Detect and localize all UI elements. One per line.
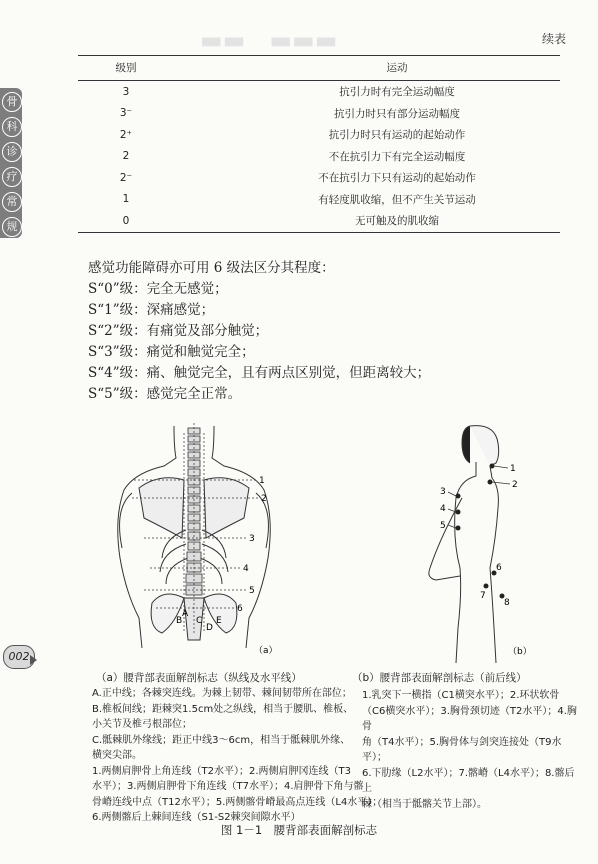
column-header-motion: 运动 xyxy=(174,56,560,81)
show-through-text: ▬▬ ▬▬▬ xyxy=(200,26,338,54)
panel-a-tag: （a） xyxy=(254,646,278,656)
motion-cell: 不在抗引力下只有运动的起始动作 xyxy=(318,172,476,185)
table-row xyxy=(78,167,560,189)
sensory-level: S“4”级：痛、触觉完全，且有两点区别觉，但距离较大； xyxy=(88,365,431,381)
table-header-row xyxy=(78,56,560,81)
side-mark-3: 3 xyxy=(440,487,446,497)
back-label-c: C xyxy=(196,616,203,626)
side-mark-4: 4 xyxy=(440,504,446,514)
side-tab-char: 常 xyxy=(2,192,22,212)
panel-b-tag: （b） xyxy=(508,647,532,657)
legend-b-line: 角（T4水平）；5.胸骨体与剑突连接处（T9水平）； xyxy=(362,736,562,763)
back-label-d: D xyxy=(206,623,213,633)
table-row xyxy=(78,124,560,146)
motion-cell: 抗引力时有完全运动幅度 xyxy=(339,86,455,99)
motion-cell: 无可触及的肌收缩 xyxy=(174,210,560,232)
legend-a-line: 小关节及椎弓根部位； xyxy=(92,719,192,730)
legend-a-line: A.正中线；各棘突连线。为棘上韧带、棘间韧带所在部位； xyxy=(92,688,352,699)
motion-cell: 不在抗引力下有完全运动幅度 xyxy=(328,150,466,163)
side-tab-char: 骨 xyxy=(2,92,22,112)
column-header-grade: 级别 xyxy=(78,56,174,81)
back-level-1: 1 xyxy=(259,476,265,486)
figure-a-legend xyxy=(92,686,392,826)
legend-b-line: 1.乳突下一横指（C1横突水平）；2.环状软骨 xyxy=(362,690,560,701)
side-mark-2: 2 xyxy=(512,480,518,490)
legend-b-line: 棘（相当于骶髂关节上部）。 xyxy=(362,798,487,810)
back-level-6: 6 xyxy=(237,604,243,614)
sensory-level: S“3”级：痛觉和触觉完全； xyxy=(88,344,255,360)
side-tab-char: 诊 xyxy=(2,142,22,162)
page-number-arrow xyxy=(30,655,37,665)
side-mark-5: 5 xyxy=(440,521,446,531)
back-label-a: A xyxy=(182,609,189,619)
back-level-2: 2 xyxy=(261,494,267,504)
legend-a-line: 6.两侧髂后上棘间连线（S1-S2棘突间隙水平） xyxy=(92,812,301,823)
back-level-3: 3 xyxy=(249,534,255,544)
grade-cell: 3 xyxy=(122,85,130,98)
muscle-grade-table xyxy=(78,55,560,233)
figure-a-caption: （a）腰背部表面解剖标志（纵线及水平线） xyxy=(96,672,302,684)
sensory-intro: 感觉功能障碍亦可用 6 级法区分其程度： xyxy=(88,260,335,276)
legend-b-line: 6.下肋缘（L2水平）；7.髂嵴（L4水平）；8.髂后上 xyxy=(362,767,575,794)
legend-b-line: （C6横突水平）；3.胸骨颈切迹（T2水平）；4.胸骨 xyxy=(362,705,577,732)
motion-cell: 抗引力时只有运动的起始动作 xyxy=(328,129,466,142)
back-label-b: B xyxy=(176,616,183,626)
motion-cell: 有轻度肌收缩，但不产生关节运动 xyxy=(318,193,476,206)
grade-cell: 1 xyxy=(122,193,130,206)
table-row xyxy=(78,210,560,232)
side-tab-char: 规 xyxy=(2,217,22,237)
grade-cell: 0 xyxy=(78,210,174,232)
side-mark-8: 8 xyxy=(504,598,510,608)
legend-a-line: B.椎板间线；距棘突1.5cm处之纵线，相当于腰肌、椎板、 xyxy=(92,703,354,715)
side-tab-char: 疗 xyxy=(2,167,22,187)
table-row xyxy=(78,189,560,211)
side-mark-1: 1 xyxy=(510,464,516,474)
grade-cell: 3⁻ xyxy=(119,107,133,120)
side-tab-char: 科 xyxy=(2,117,22,137)
legend-a-line: 水平）；3.两侧肩胛骨下角连线（T7水平）；4.肩胛骨下角与髂 xyxy=(92,781,364,792)
figure-b-caption: （b）腰背部表面解剖标志（前后线） xyxy=(352,672,527,684)
back-level-5: 5 xyxy=(249,586,255,596)
sensory-level: S“5”级：感觉完全正常。 xyxy=(88,386,242,402)
legend-a-line: 横突尖部。 xyxy=(92,750,142,761)
legend-a-line: 1.两侧肩胛骨上角连线（T2水平）；2.两侧肩胛冈连线（T3 xyxy=(92,765,352,777)
back-label-e: E xyxy=(216,616,222,626)
sensory-grading-text xyxy=(88,258,430,405)
continued-label: 续表 xyxy=(541,32,566,46)
table-row xyxy=(78,146,560,168)
legend-a-line: 骨嵴连线中点（T12水平）；5.两侧髂骨嵴最高点连线（L4水平）； xyxy=(92,796,383,808)
chapter-side-tab xyxy=(0,88,22,238)
table-row xyxy=(78,103,560,125)
motion-cell: 抗引力时只有部分运动幅度 xyxy=(334,107,460,120)
back-anatomy-illustration xyxy=(104,418,294,668)
page-number: 002 xyxy=(3,645,35,669)
side-mark-7: 7 xyxy=(480,591,486,601)
sensory-level: S“1”级：深痛感觉； xyxy=(88,302,215,318)
back-level-4: 4 xyxy=(243,564,249,574)
sensory-level: S“2”级：有痛觉及部分触觉； xyxy=(88,323,269,339)
grade-cell: 2⁺ xyxy=(119,128,133,141)
side-mark-6: 6 xyxy=(496,563,502,573)
grade-cell: 2⁻ xyxy=(119,171,133,184)
side-anatomy-illustration xyxy=(400,418,540,668)
sensory-level: S“0”级：完全无感觉； xyxy=(88,281,228,297)
table-row xyxy=(78,81,560,103)
figure-b-legend xyxy=(362,688,578,812)
grade-cell: 2 xyxy=(122,150,130,163)
figure-title: 图 1－1 腰背部表面解剖标志 xyxy=(220,823,378,837)
legend-a-line: C.骶棘肌外缘线；距正中线3～6cm，相当于骶棘肌外缘、 xyxy=(92,734,351,746)
